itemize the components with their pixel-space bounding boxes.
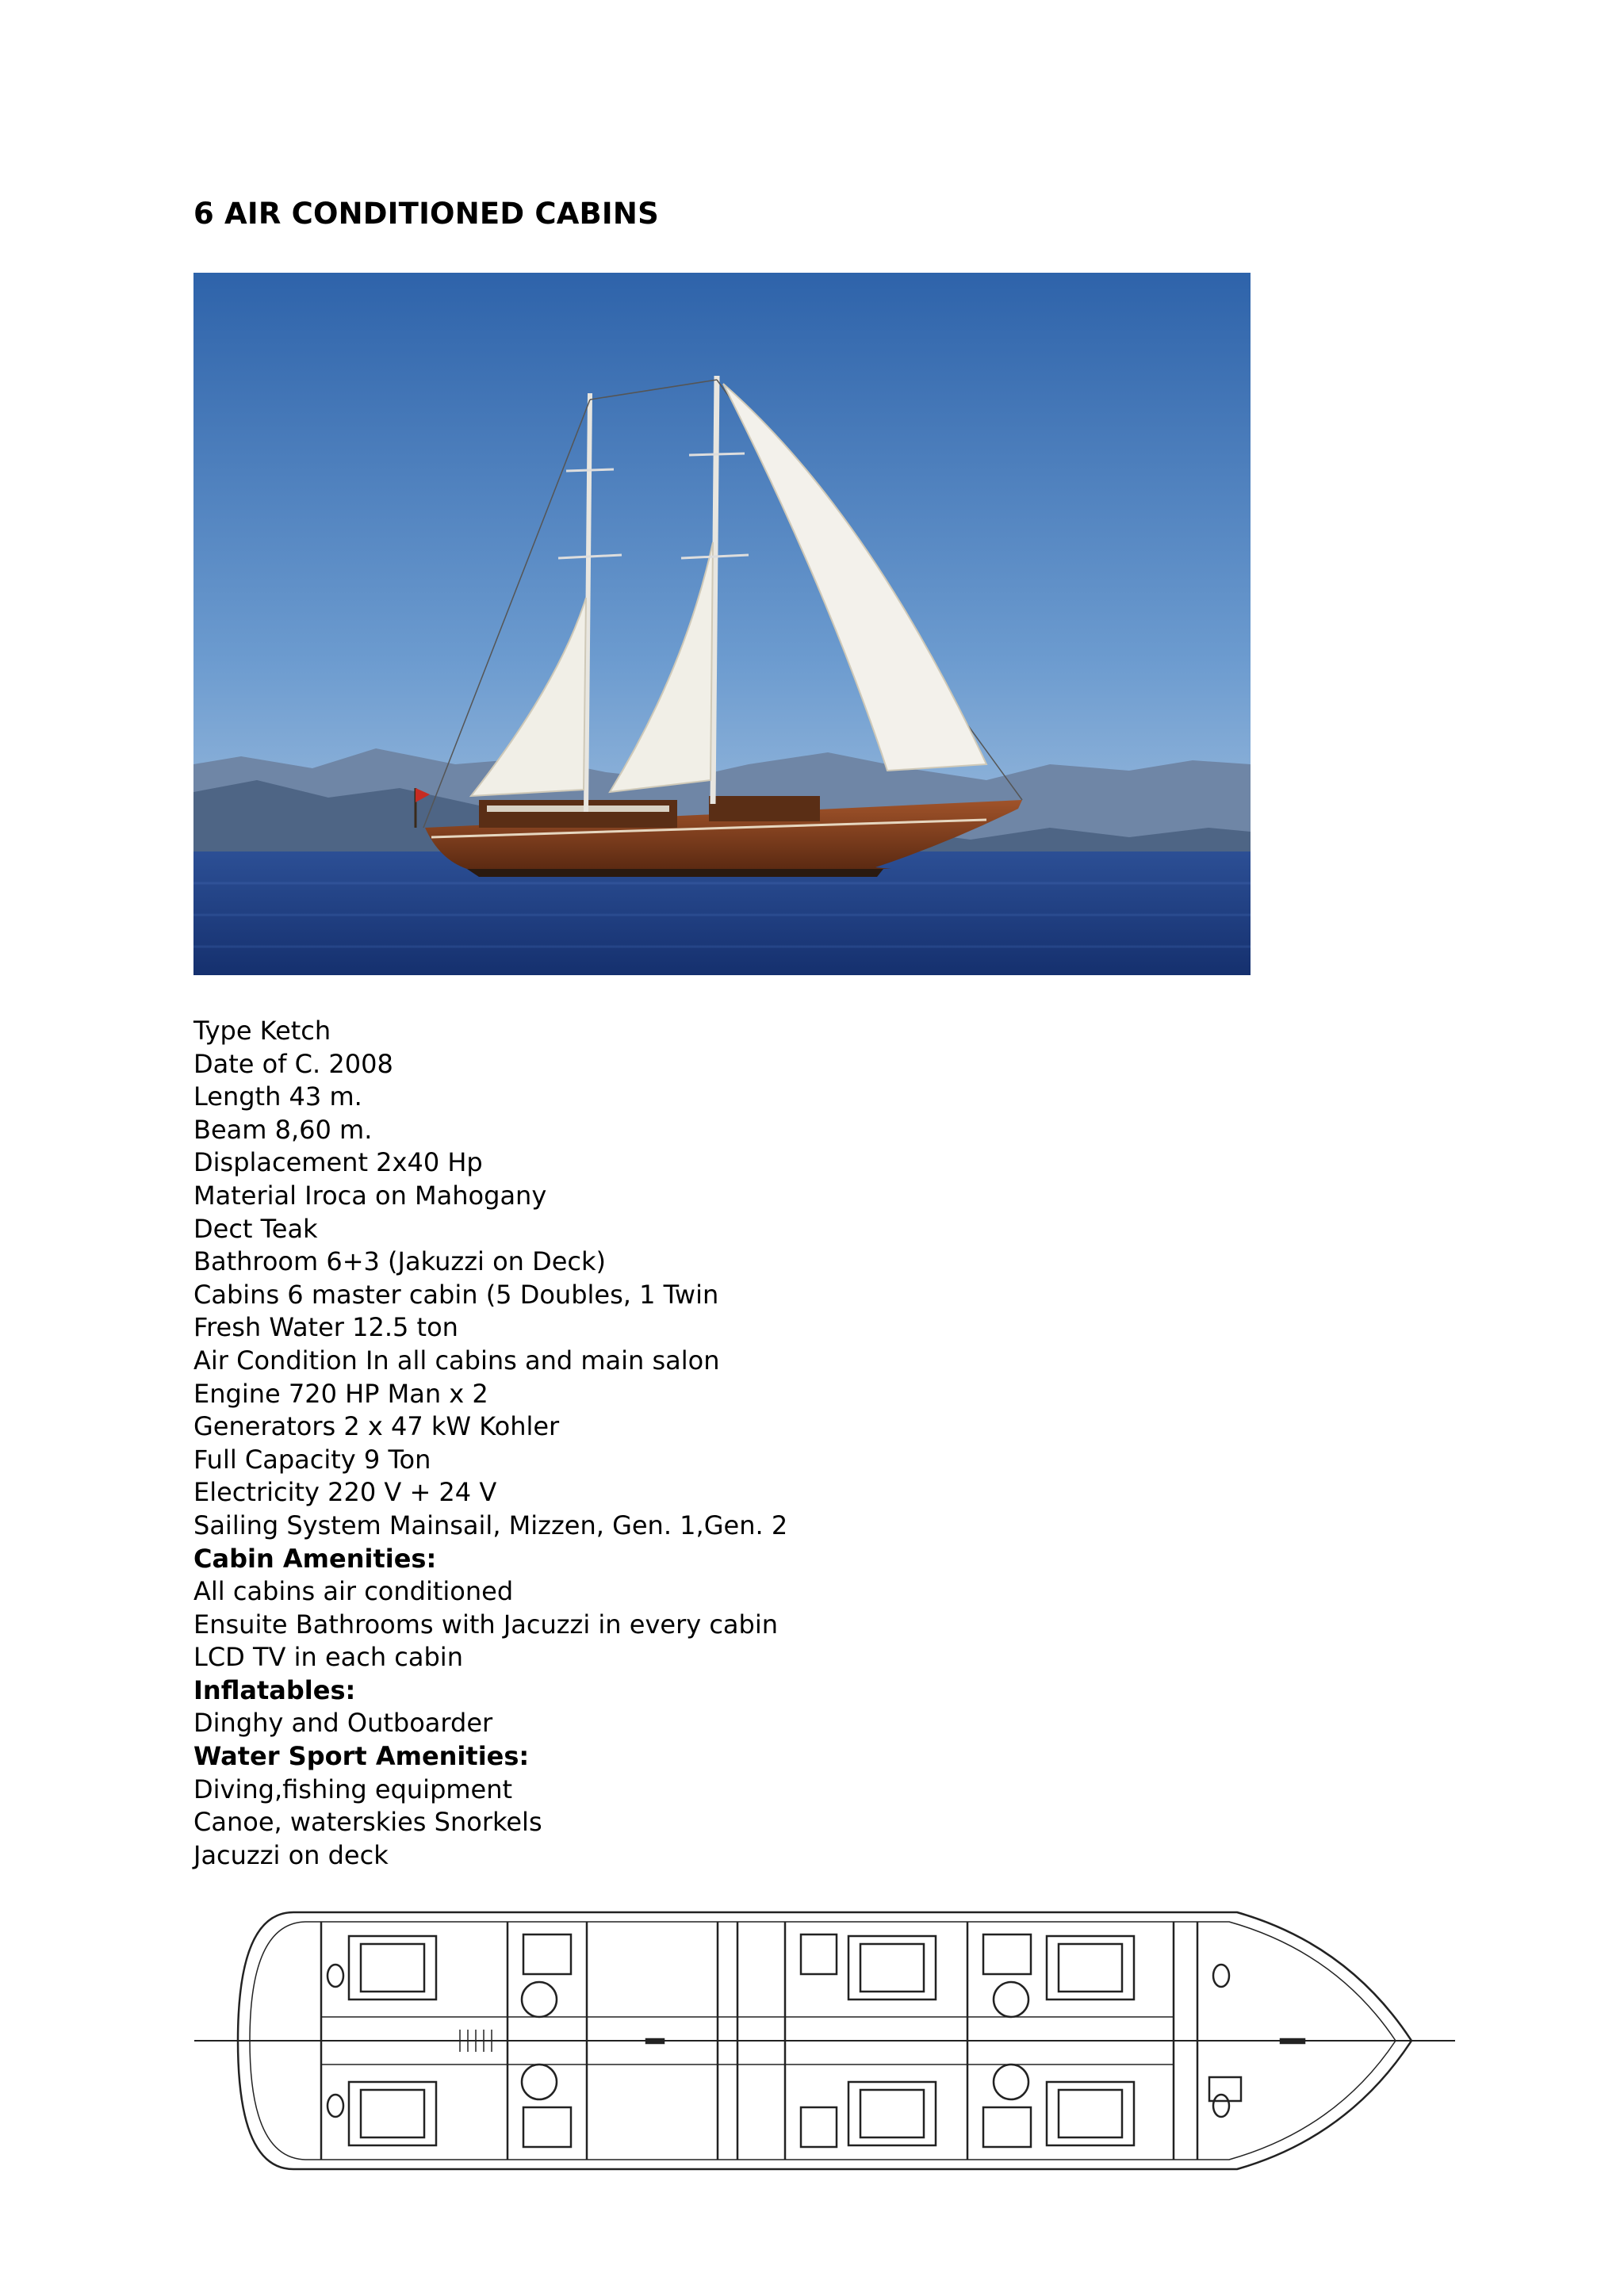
spec-value: 12.5 ton [352, 1312, 458, 1343]
main-mast [713, 376, 717, 804]
spec-value: 2 x 47 kW Kohler [343, 1411, 560, 1442]
specifications-list [193, 1015, 1383, 1872]
section-title-inflatables: Inflatables: [193, 1674, 356, 1705]
amenity-item: Ensuite Bathrooms with Jacuzzi in every cabin [193, 1609, 779, 1640]
spec-deck [193, 1213, 1383, 1246]
spec-value: 2x40 Hp [376, 1147, 483, 1178]
spec-displacement [193, 1146, 1383, 1180]
spec-full-capacity [193, 1444, 1383, 1477]
spec-value: 2008 [328, 1048, 393, 1079]
spec-label: Length [193, 1081, 282, 1112]
spec-value: 8,60 m. [274, 1114, 373, 1145]
spec-label: Material [193, 1180, 297, 1211]
page-title: 6 AIR CONDITIONED CABINS [193, 197, 659, 231]
spec-value: 720 HP Man x 2 [288, 1378, 488, 1409]
spec-value: Mainsail, Mizzen, Gen. 1,Gen. 2 [389, 1510, 788, 1540]
section-title-water-sport: Water Sport Amenities: [193, 1741, 530, 1772]
water-sport-item: Diving,fishing equipment [193, 1774, 513, 1804]
spec-label: Beam [193, 1114, 267, 1145]
spec-label: Type [193, 1016, 252, 1046]
spec-length [193, 1081, 1383, 1114]
spec-value: 6 master cabin (5 Doubles, 1 Twin [287, 1279, 719, 1310]
spec-label: Dect [193, 1213, 253, 1244]
spec-bathroom [193, 1246, 1383, 1279]
spec-label: Bathroom [193, 1246, 319, 1277]
spec-fresh-water [193, 1311, 1383, 1345]
spec-sailing-system [193, 1510, 1383, 1543]
section-title-cabin-amenities: Cabin Amenities: [193, 1543, 437, 1574]
inflatable-item: Dinghy and Outboarder [193, 1708, 493, 1739]
spec-value: Ketch [259, 1016, 331, 1046]
spec-label: Electricity [193, 1477, 320, 1508]
spec-label: Sailing System [193, 1510, 381, 1540]
water-sport-item: Canoe, waterskies Snorkels [193, 1807, 542, 1838]
spec-label: Cabins [193, 1279, 280, 1310]
spec-value: 9 Ton [363, 1444, 431, 1475]
spec-label: Date of C. [193, 1048, 321, 1079]
water-sport-item: Jacuzzi on deck [193, 1839, 389, 1870]
spec-air-condition [193, 1345, 1383, 1378]
deck-plan-diagram [190, 1896, 1459, 2198]
spec-value: 220 V + 24 V [327, 1477, 497, 1508]
spec-value: 6+3 (Jakuzzi on Deck) [326, 1246, 607, 1277]
spec-label: Generators [193, 1411, 336, 1442]
spec-label: Full Capacity [193, 1444, 356, 1475]
spec-value: In all cabins and main salon [365, 1345, 720, 1376]
amenity-item: LCD TV in each cabin [193, 1642, 463, 1673]
spec-date [193, 1048, 1383, 1081]
spec-label: Engine [193, 1378, 281, 1409]
spec-engine [193, 1378, 1383, 1411]
spec-value: 43 m. [289, 1081, 362, 1112]
amenity-item: All cabins air conditioned [193, 1576, 514, 1607]
spec-label: Air Condition [193, 1345, 358, 1376]
spec-beam [193, 1114, 1383, 1147]
yacht-photo [193, 273, 1251, 975]
spec-material [193, 1180, 1383, 1213]
spec-value: Iroca on Mahogany [304, 1180, 547, 1211]
spec-value: Teak [260, 1213, 318, 1244]
spec-type [193, 1015, 1383, 1048]
spec-generators [193, 1410, 1383, 1444]
spec-label: Displacement [193, 1147, 368, 1178]
spec-label: Fresh Water [193, 1312, 344, 1343]
spec-cabins [193, 1279, 1383, 1312]
spec-electricity [193, 1476, 1383, 1510]
